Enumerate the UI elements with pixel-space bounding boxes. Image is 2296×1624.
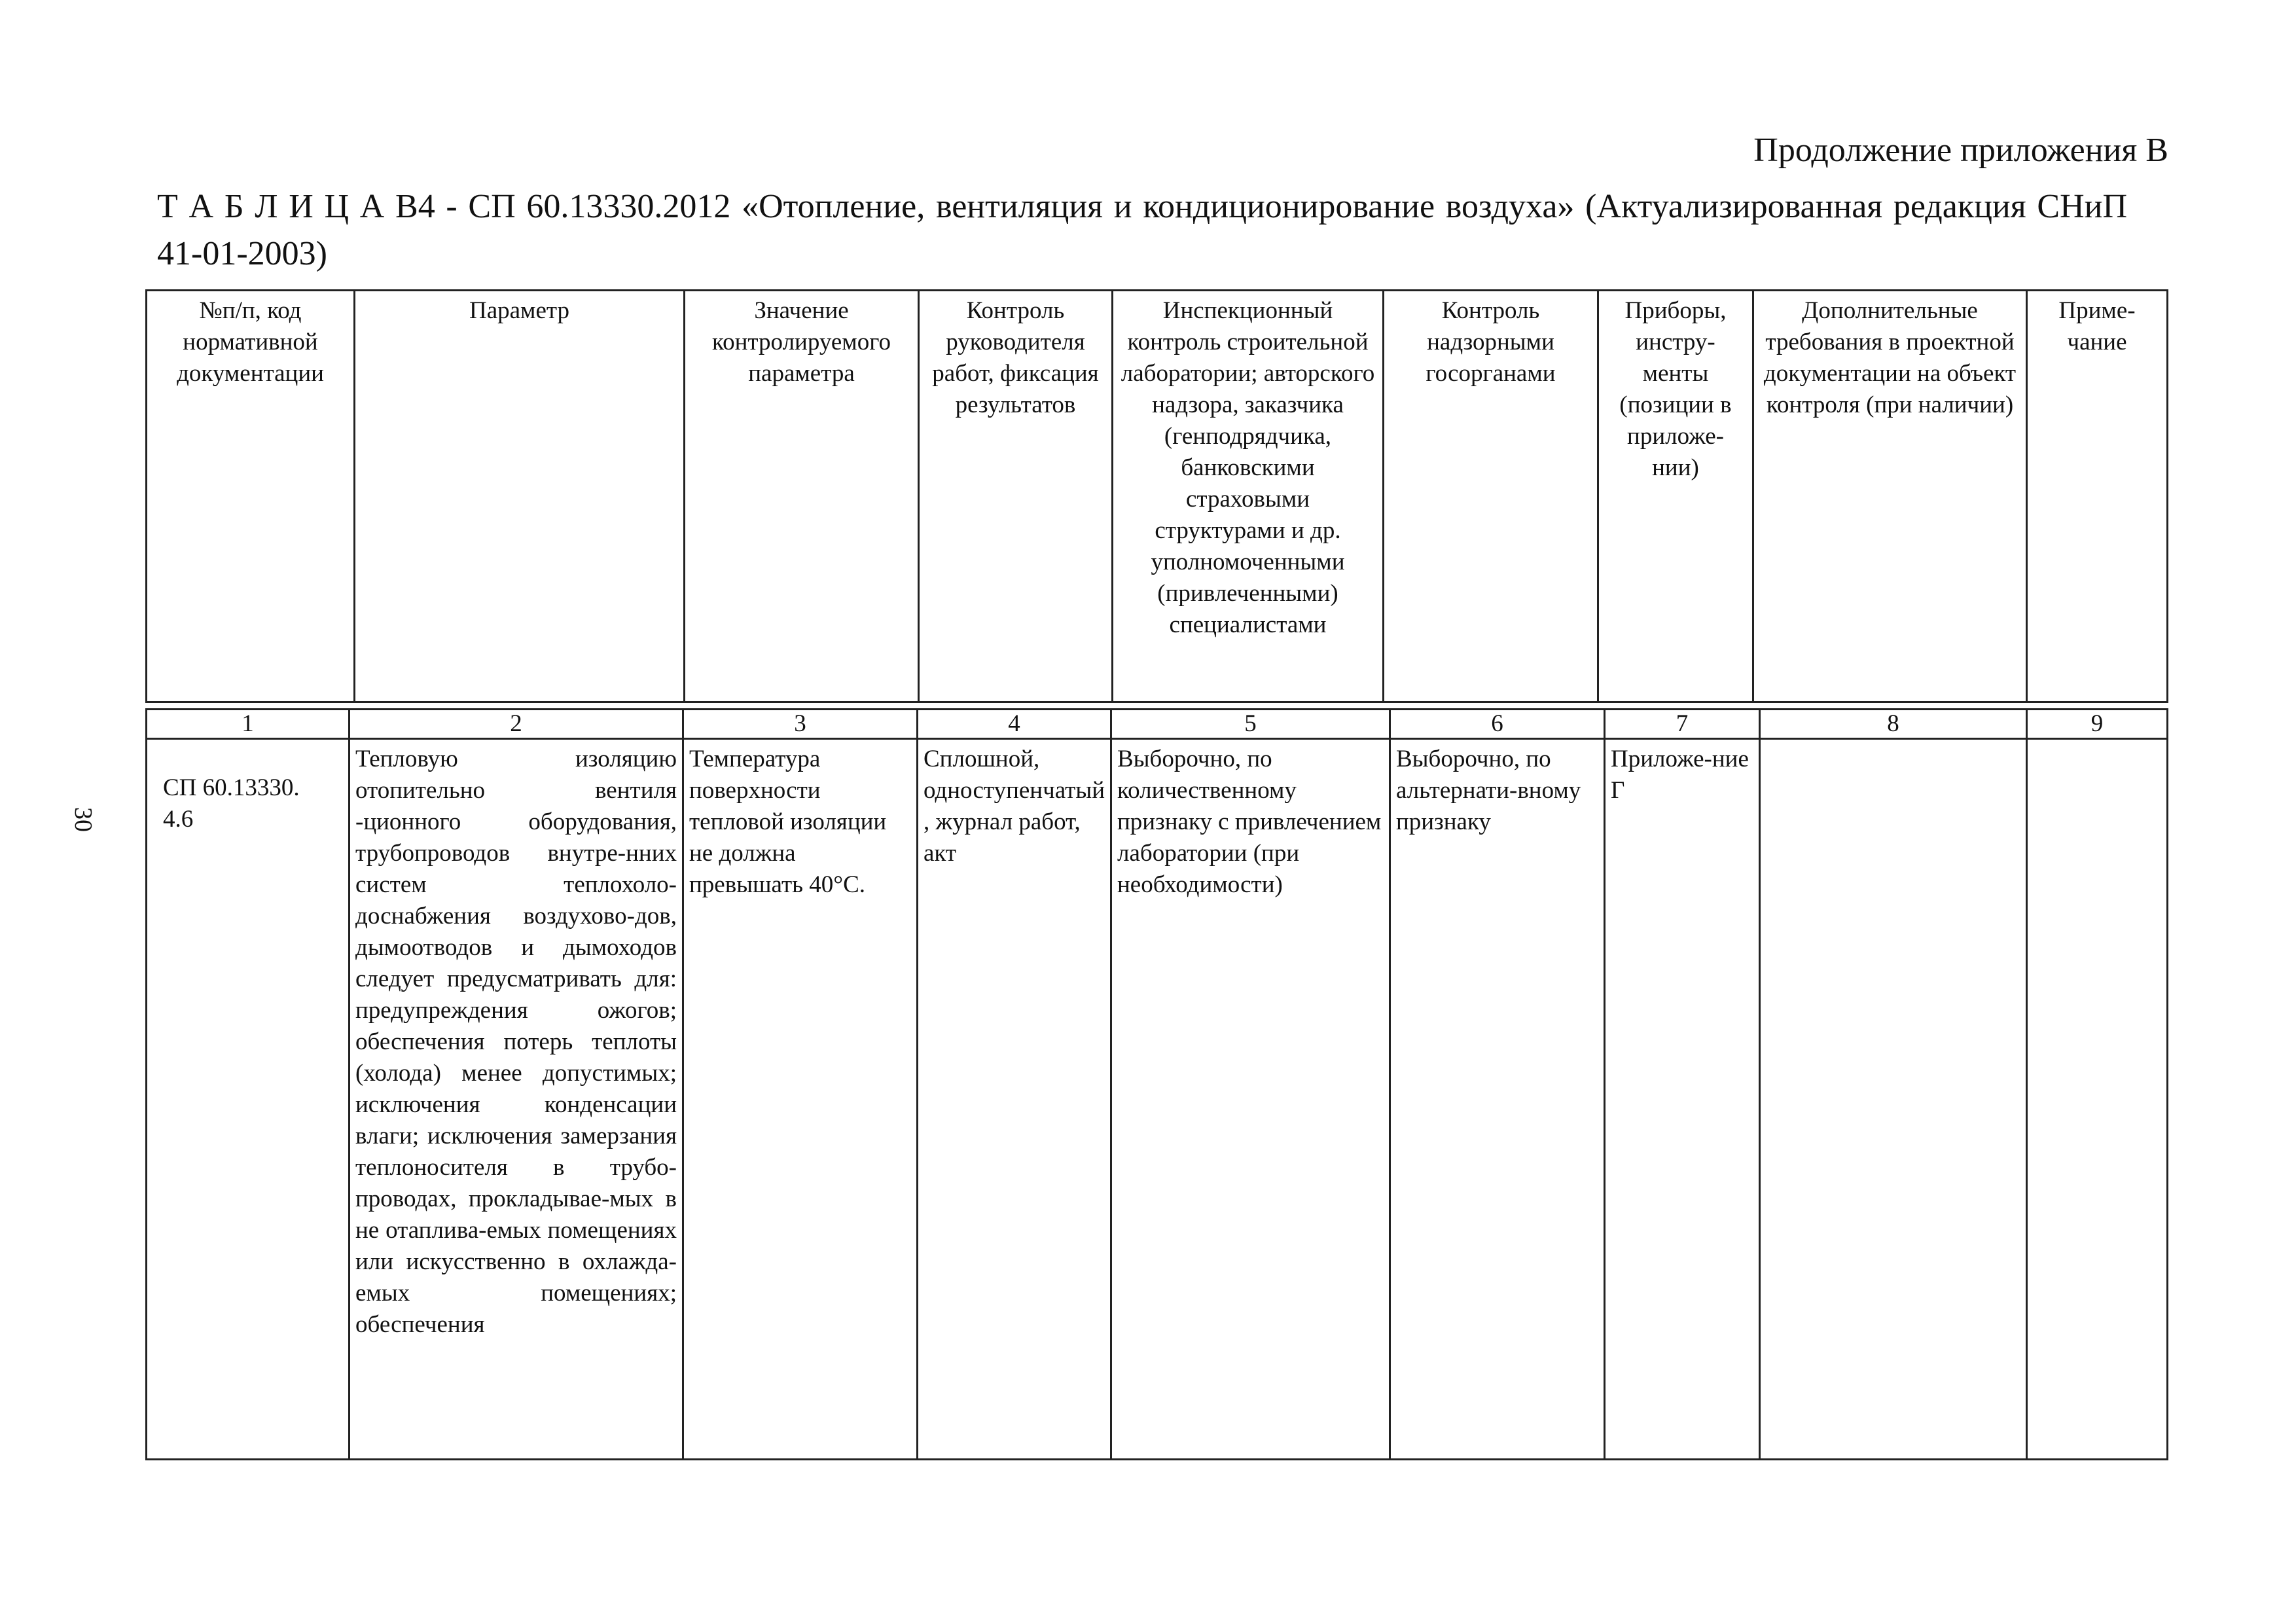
header-cell-parameter: Параметр bbox=[355, 291, 685, 702]
column-number: 5 bbox=[1111, 710, 1390, 739]
header-row bbox=[147, 291, 2168, 702]
column-number: 4 bbox=[918, 710, 1111, 739]
body-table bbox=[145, 708, 2168, 1460]
header-table bbox=[145, 289, 2168, 703]
cell-additional-requirements bbox=[1760, 739, 2027, 1460]
header-cell-additional-requirements: Дополнительные требования в проектной документации на объект контроля (при наличии) bbox=[1753, 291, 2027, 702]
header-cell-value: Значение контролируемого параметра bbox=[685, 291, 919, 702]
page-number: 30 bbox=[69, 807, 97, 832]
column-number: 1 bbox=[147, 710, 350, 739]
table-title: Т А Б Л И Ц А В4 - СП 60.13330.2012 «Отопление, вентиляция и кондиционирование воздуха» (Актуализированная редакция СНиП 41-01-2003) bbox=[157, 188, 2127, 272]
column-number: 9 bbox=[2027, 710, 2168, 739]
header-cell-instruments: Приборы, инстру-менты (позиции в приложе-нии) bbox=[1598, 291, 1753, 702]
cell-state-control: Выборочно, по альтернати-вному признаку bbox=[1390, 739, 1605, 1460]
column-number: 8 bbox=[1760, 710, 2027, 739]
header-cell-supervisor-control: Контроль руководителя работ, фиксация результатов bbox=[919, 291, 1113, 702]
header-cell-inspection-control: Инспекционный контроль строительной лаборатории; авторского надзора, заказчика (генподрядчика, банковскими страховыми структурами и др. уполномоченными (привлеченными) специалистами bbox=[1113, 291, 1384, 702]
cell-code: СП 60.13330. 4.6 bbox=[147, 739, 350, 1460]
column-number: 3 bbox=[683, 710, 918, 739]
header-cell-code: №п/п, код нормативной документации bbox=[147, 291, 355, 702]
table-row bbox=[147, 739, 2168, 1460]
header-cell-note: Приме-чание bbox=[2027, 291, 2168, 702]
column-number: 6 bbox=[1390, 710, 1605, 739]
column-number-row bbox=[147, 710, 2168, 739]
cell-value: Температура поверхности тепловой изоляции не должна превышать 40°С. bbox=[683, 739, 918, 1460]
cell-parameter: Тепловую изоляцию отопительно вентиля -ционного оборудования, трубопроводов внутре-нних систем теплохоло-доснабжения воздухово-дов, дымоотводов и дымоходов следует предусматривать для: предупреждения ожогов; обеспечения потерь теплоты (холода) менее допустимых; исключения конденсации влаги; исключения замерзания теплоносителя в трубо-проводах, прокладывае-мых в не отаплива-емых помещениях или искусственно в охлажда-емых помещениях; обеспечения bbox=[350, 739, 683, 1460]
cell-supervisor-control: Сплошной, одноступенчатый, журнал работ, акт bbox=[918, 739, 1111, 1460]
continuation-label: Продолжение приложения В bbox=[1753, 132, 2168, 169]
cell-instruments: Приложе-ние Г bbox=[1605, 739, 1760, 1460]
header-cell-state-control: Контроль надзорными госорганами bbox=[1384, 291, 1598, 702]
column-number: 7 bbox=[1605, 710, 1760, 739]
cell-inspection-control: Выборочно, по количественному признаку с привлечением лаборатории (при необходимости) bbox=[1111, 739, 1390, 1460]
cell-note bbox=[2027, 739, 2168, 1460]
column-number: 2 bbox=[350, 710, 683, 739]
